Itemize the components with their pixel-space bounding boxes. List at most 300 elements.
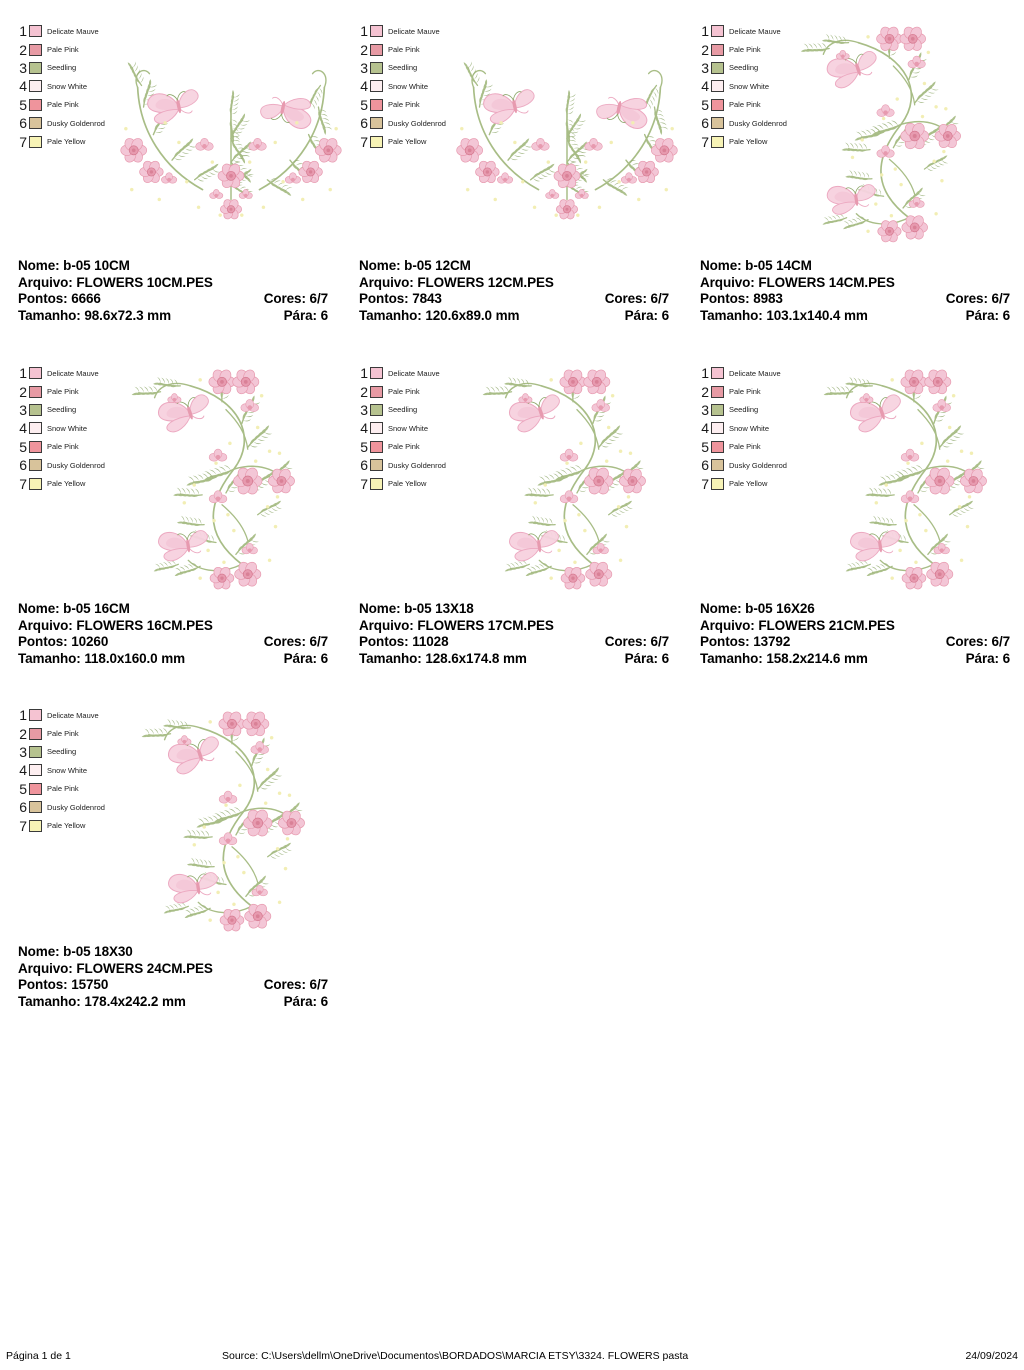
color-swatch: [711, 117, 724, 129]
tamanho-group: [359, 308, 519, 325]
cores-value: 6/7: [650, 634, 669, 649]
para-group: [625, 651, 669, 668]
legend-row: [14, 382, 134, 400]
legend-color-name: Delicate Mauve: [729, 26, 781, 36]
legend-row: [14, 761, 134, 779]
design-name-line: [700, 258, 1010, 275]
color-swatch: [711, 441, 724, 453]
legend-index: 3: [360, 59, 368, 76]
cores-label: Cores:: [604, 291, 647, 306]
color-legend: [696, 22, 816, 151]
legend-color-name: Seedling: [47, 405, 77, 415]
legend-index: 4: [19, 78, 27, 95]
color-legend: [14, 706, 134, 835]
tamanho-value: 98.6x72.3 mm: [84, 307, 171, 323]
legend-row: [355, 114, 475, 132]
page-footer: [0, 1348, 1024, 1368]
design-file-line: [18, 961, 328, 978]
legend-index: 2: [19, 383, 27, 400]
source-path-label: Source: C:\Users\dellm\OneDrive\Documentos\BORDADOS\MARCIA ETSY\3324. FLOWERS pasta: [222, 1350, 689, 1362]
design-size-line: [18, 651, 328, 668]
tamanho-group: [18, 308, 171, 325]
arquivo-label: Arquivo:: [700, 617, 755, 633]
legend-index: 1: [701, 23, 709, 40]
legend-row: [696, 96, 816, 114]
design-cell: [341, 342, 682, 684]
color-swatch: [711, 25, 724, 37]
tamanho-label: Tamanho:: [18, 993, 81, 1009]
color-legend: [355, 22, 475, 151]
legend-row: [14, 456, 134, 474]
legend-color-name: Pale Pink: [47, 100, 79, 110]
legend-index: 2: [19, 41, 27, 58]
pontos-label: Pontos:: [700, 291, 750, 306]
legend-row: [355, 40, 475, 58]
legend-color-name: Snow White: [729, 423, 770, 433]
legend-color-name: Pale Pink: [47, 442, 79, 452]
color-swatch: [370, 386, 383, 398]
color-swatch: [29, 783, 42, 795]
legend-index: 2: [701, 41, 709, 58]
color-swatch: [370, 478, 383, 490]
color-swatch: [29, 386, 42, 398]
color-swatch: [370, 80, 383, 92]
design-cell: [0, 684, 341, 1026]
design-info: [18, 258, 328, 324]
legend-row: [355, 474, 475, 492]
legend-row: [14, 59, 134, 77]
tamanho-label: Tamanho:: [700, 307, 763, 323]
legend-index: 7: [360, 475, 368, 492]
tamanho-group: [700, 651, 868, 668]
nome-value: b-05 14CM: [745, 258, 812, 273]
legend-row: [14, 364, 134, 382]
color-swatch: [711, 62, 724, 74]
nome-label: Nome:: [18, 944, 60, 959]
legend-color-name: Delicate Mauve: [47, 26, 99, 36]
design-name-line: [359, 601, 669, 618]
nome-value: b-05 12CM: [404, 258, 471, 273]
legend-index: 5: [701, 96, 709, 113]
legend-color-name: Pale Pink: [388, 45, 420, 55]
color-swatch: [29, 136, 42, 148]
legend-index: 6: [701, 115, 709, 132]
pontos-group: [700, 634, 790, 651]
cores-group: [946, 634, 1010, 651]
pontos-value: 6666: [71, 291, 101, 306]
pontos-label: Pontos:: [18, 977, 68, 992]
legend-color-name: Seedling: [388, 405, 418, 415]
legend-color-name: Seedling: [47, 747, 77, 757]
cores-value: 6/7: [309, 977, 328, 992]
legend-color-name: Dusky Goldenrod: [729, 118, 787, 128]
color-swatch: [711, 80, 724, 92]
color-swatch: [711, 136, 724, 148]
color-swatch: [29, 367, 42, 379]
color-swatch: [370, 25, 383, 37]
color-swatch: [29, 25, 42, 37]
legend-row: [14, 22, 134, 40]
arquivo-value: FLOWERS 21CM.PES: [758, 617, 895, 633]
tamanho-label: Tamanho:: [18, 650, 81, 666]
nome-label: Nome:: [700, 258, 742, 273]
legend-index: 2: [360, 383, 368, 400]
legend-row: [14, 743, 134, 761]
arquivo-label: Arquivo:: [700, 274, 755, 290]
arquivo-label: Arquivo:: [359, 274, 414, 290]
tamanho-group: [359, 651, 527, 668]
legend-row: [355, 59, 475, 77]
design-size-line: [359, 651, 669, 668]
legend-row: [355, 401, 475, 419]
legend-color-name: Pale Pink: [388, 387, 420, 397]
cores-label: Cores:: [604, 634, 647, 649]
para-group: [284, 651, 328, 668]
design-file-line: [18, 275, 328, 292]
legend-color-name: Pale Pink: [729, 100, 761, 110]
legend-index: 6: [19, 457, 27, 474]
nome-value: b-05 16X26: [745, 601, 815, 616]
color-swatch: [370, 99, 383, 111]
color-swatch: [711, 44, 724, 56]
legend-color-name: Dusky Goldenrod: [388, 460, 446, 470]
para-group: [966, 308, 1010, 325]
nome-label: Nome:: [18, 258, 60, 273]
legend-row: [355, 132, 475, 150]
pontos-group: [359, 634, 449, 651]
pontos-value: 15750: [71, 977, 109, 992]
legend-index: 3: [360, 401, 368, 418]
color-swatch: [29, 441, 42, 453]
cores-value: 6/7: [309, 291, 328, 306]
color-swatch: [711, 478, 724, 490]
nome-value: b-05 13X18: [404, 601, 474, 616]
pontos-label: Pontos:: [359, 634, 409, 649]
design-stitches-line: [700, 634, 1010, 651]
legend-row: [696, 59, 816, 77]
legend-row: [696, 438, 816, 456]
legend-row: [14, 706, 134, 724]
legend-index: 7: [19, 817, 27, 834]
legend-color-name: Snow White: [388, 423, 429, 433]
legend-row: [696, 419, 816, 437]
color-swatch: [370, 44, 383, 56]
legend-index: 4: [701, 78, 709, 95]
nome-value: b-05 16CM: [63, 601, 130, 616]
color-swatch: [29, 422, 42, 434]
para-value: 6: [661, 650, 669, 666]
color-swatch: [29, 62, 42, 74]
legend-color-name: Pale Pink: [47, 784, 79, 794]
color-swatch: [29, 117, 42, 129]
legend-color-name: Pale Pink: [729, 387, 761, 397]
legend-color-name: Dusky Goldenrod: [729, 460, 787, 470]
legend-color-name: Seedling: [47, 63, 77, 73]
legend-index: 4: [19, 762, 27, 779]
nome-label: Nome:: [359, 258, 401, 273]
design-size-line: [18, 994, 328, 1011]
color-swatch: [370, 367, 383, 379]
legend-color-name: Delicate Mauve: [388, 26, 440, 36]
legend-color-name: Seedling: [729, 63, 759, 73]
legend-index: 7: [360, 133, 368, 150]
legend-row: [696, 22, 816, 40]
cores-value: 6/7: [309, 634, 328, 649]
para-value: 6: [661, 307, 669, 323]
embroidery-preview: [140, 708, 320, 938]
pontos-group: [18, 634, 108, 651]
legend-row: [355, 438, 475, 456]
color-swatch: [711, 459, 724, 471]
color-swatch: [29, 820, 42, 832]
cores-group: [605, 291, 669, 308]
color-swatch: [29, 801, 42, 813]
legend-row: [355, 96, 475, 114]
legend-color-name: Delicate Mauve: [388, 368, 440, 378]
pontos-value: 7843: [412, 291, 442, 306]
legend-row: [355, 77, 475, 95]
legend-index: 1: [360, 365, 368, 382]
color-swatch: [711, 367, 724, 379]
cores-group: [264, 291, 328, 308]
legend-color-name: Snow White: [47, 81, 88, 91]
pontos-label: Pontos:: [700, 634, 750, 649]
color-swatch: [370, 136, 383, 148]
legend-row: [14, 401, 134, 419]
legend-row: [696, 456, 816, 474]
legend-index: 4: [701, 420, 709, 437]
arquivo-value: FLOWERS 17CM.PES: [417, 617, 554, 633]
legend-index: 1: [701, 365, 709, 382]
arquivo-value: FLOWERS 14CM.PES: [758, 274, 895, 290]
legend-color-name: Snow White: [729, 81, 770, 91]
legend-row: [14, 780, 134, 798]
color-swatch: [711, 99, 724, 111]
pontos-label: Pontos:: [18, 291, 68, 306]
tamanho-label: Tamanho:: [18, 307, 81, 323]
tamanho-value: 158.2x214.6 mm: [766, 650, 868, 666]
tamanho-label: Tamanho:: [359, 650, 422, 666]
legend-color-name: Pale Yellow: [47, 479, 86, 489]
para-label: Pára:: [624, 650, 658, 666]
color-legend: [355, 364, 475, 493]
arquivo-label: Arquivo:: [18, 960, 73, 976]
legend-index: 4: [360, 78, 368, 95]
tamanho-label: Tamanho:: [700, 650, 763, 666]
legend-index: 3: [701, 59, 709, 76]
tamanho-value: 128.6x174.8 mm: [425, 650, 527, 666]
color-swatch: [29, 728, 42, 740]
legend-index: 5: [19, 438, 27, 455]
pontos-group: [18, 291, 101, 308]
page-number-label: Página 1 de 1: [6, 1350, 71, 1362]
tamanho-value: 103.1x140.4 mm: [766, 307, 868, 323]
legend-color-name: Snow White: [388, 81, 429, 91]
para-value: 6: [1002, 650, 1010, 666]
para-label: Pára:: [965, 307, 999, 323]
para-label: Pára:: [283, 307, 317, 323]
design-info: [18, 944, 328, 1010]
legend-color-name: Pale Yellow: [47, 821, 86, 831]
legend-row: [14, 798, 134, 816]
legend-color-name: Pale Pink: [47, 387, 79, 397]
design-name-line: [18, 601, 328, 618]
legend-color-name: Pale Yellow: [388, 137, 427, 147]
para-label: Pára:: [283, 650, 317, 666]
legend-color-name: Dusky Goldenrod: [47, 802, 105, 812]
legend-row: [696, 474, 816, 492]
arquivo-label: Arquivo:: [359, 617, 414, 633]
legend-color-name: Seedling: [388, 63, 418, 73]
legend-color-name: Pale Pink: [388, 100, 420, 110]
legend-color-name: Dusky Goldenrod: [388, 118, 446, 128]
legend-color-name: Pale Pink: [47, 45, 79, 55]
pontos-value: 8983: [753, 291, 783, 306]
color-swatch: [29, 709, 42, 721]
color-swatch: [370, 404, 383, 416]
para-label: Pára:: [624, 307, 658, 323]
para-value: 6: [320, 993, 328, 1009]
pontos-value: 13792: [753, 634, 791, 649]
embroidery-preview: [800, 22, 975, 250]
tamanho-value: 118.0x160.0 mm: [84, 650, 186, 666]
legend-index: 3: [19, 401, 27, 418]
para-group: [966, 651, 1010, 668]
legend-index: 2: [19, 725, 27, 742]
legend-color-name: Delicate Mauve: [47, 368, 99, 378]
para-value: 6: [1002, 307, 1010, 323]
embroidery-preview: [130, 366, 310, 596]
color-swatch: [29, 44, 42, 56]
para-value: 6: [320, 307, 328, 323]
color-swatch: [370, 117, 383, 129]
legend-index: 5: [360, 96, 368, 113]
legend-index: 3: [19, 743, 27, 760]
legend-row: [696, 132, 816, 150]
legend-index: 6: [19, 115, 27, 132]
legend-row: [696, 364, 816, 382]
design-file-line: [359, 275, 669, 292]
legend-row: [696, 114, 816, 132]
design-stitches-line: [18, 634, 328, 651]
legend-index: 2: [360, 41, 368, 58]
legend-color-name: Pale Pink: [388, 442, 420, 452]
legend-index: 3: [701, 401, 709, 418]
color-swatch: [29, 99, 42, 111]
color-swatch: [29, 478, 42, 490]
legend-color-name: Pale Pink: [729, 45, 761, 55]
design-size-line: [359, 308, 669, 325]
legend-row: [14, 40, 134, 58]
design-stitches-line: [359, 634, 669, 651]
color-swatch: [29, 459, 42, 471]
legend-color-name: Pale Yellow: [729, 479, 768, 489]
para-group: [625, 308, 669, 325]
legend-row: [14, 438, 134, 456]
legend-index: 5: [360, 438, 368, 455]
legend-index: 5: [701, 438, 709, 455]
color-legend: [14, 364, 134, 493]
tamanho-label: Tamanho:: [359, 307, 422, 323]
legend-row: [355, 364, 475, 382]
legend-color-name: Snow White: [47, 765, 88, 775]
arquivo-value: FLOWERS 12CM.PES: [417, 274, 554, 290]
legend-row: [14, 96, 134, 114]
para-label: Pára:: [965, 650, 999, 666]
legend-row: [355, 419, 475, 437]
color-swatch: [29, 746, 42, 758]
design-size-line: [700, 308, 1010, 325]
legend-index: 7: [19, 133, 27, 150]
embroidery-preview: [451, 52, 683, 227]
legend-color-name: Pale Yellow: [729, 137, 768, 147]
legend-color-name: Seedling: [729, 405, 759, 415]
cores-group: [264, 634, 328, 651]
legend-index: 7: [701, 133, 709, 150]
legend-color-name: Dusky Goldenrod: [47, 118, 105, 128]
color-swatch: [29, 404, 42, 416]
tamanho-group: [18, 651, 185, 668]
legend-color-name: Dusky Goldenrod: [47, 460, 105, 470]
design-stitches-line: [700, 291, 1010, 308]
para-group: [284, 308, 328, 325]
legend-index: 1: [19, 365, 27, 382]
legend-color-name: Snow White: [47, 423, 88, 433]
cores-group: [605, 634, 669, 651]
legend-index: 1: [360, 23, 368, 40]
nome-label: Nome:: [359, 601, 401, 616]
legend-row: [355, 456, 475, 474]
tamanho-value: 178.4x242.2 mm: [84, 993, 186, 1009]
para-label: Pára:: [283, 993, 317, 1009]
legend-row: [14, 474, 134, 492]
legend-row: [696, 77, 816, 95]
legend-color-name: Pale Yellow: [388, 479, 427, 489]
legend-index: 6: [360, 115, 368, 132]
legend-index: 6: [19, 799, 27, 816]
nome-value: b-05 10CM: [63, 258, 130, 273]
design-cell: [682, 342, 1023, 684]
pontos-label: Pontos:: [18, 634, 68, 649]
legend-row: [14, 419, 134, 437]
legend-row: [696, 382, 816, 400]
legend-index: 6: [701, 457, 709, 474]
para-group: [284, 994, 328, 1011]
design-stitches-line: [18, 291, 328, 308]
arquivo-value: FLOWERS 10CM.PES: [76, 274, 213, 290]
embroidery-preview: [118, 52, 344, 227]
legend-row: [14, 132, 134, 150]
pontos-group: [18, 977, 108, 994]
design-size-line: [18, 308, 328, 325]
arquivo-label: Arquivo:: [18, 274, 73, 290]
cores-label: Cores:: [263, 291, 306, 306]
pontos-value: 11028: [412, 634, 449, 649]
legend-index: 3: [19, 59, 27, 76]
cores-value: 6/7: [991, 291, 1010, 306]
cores-label: Cores:: [945, 291, 988, 306]
cores-group: [946, 291, 1010, 308]
design-info: [359, 258, 669, 324]
legend-index: 4: [360, 420, 368, 437]
color-swatch: [370, 441, 383, 453]
arquivo-value: FLOWERS 16CM.PES: [76, 617, 213, 633]
legend-row: [14, 114, 134, 132]
legend-index: 2: [701, 383, 709, 400]
tamanho-group: [18, 994, 186, 1011]
cores-label: Cores:: [945, 634, 988, 649]
print-date-label: 24/09/2024: [965, 1350, 1018, 1362]
